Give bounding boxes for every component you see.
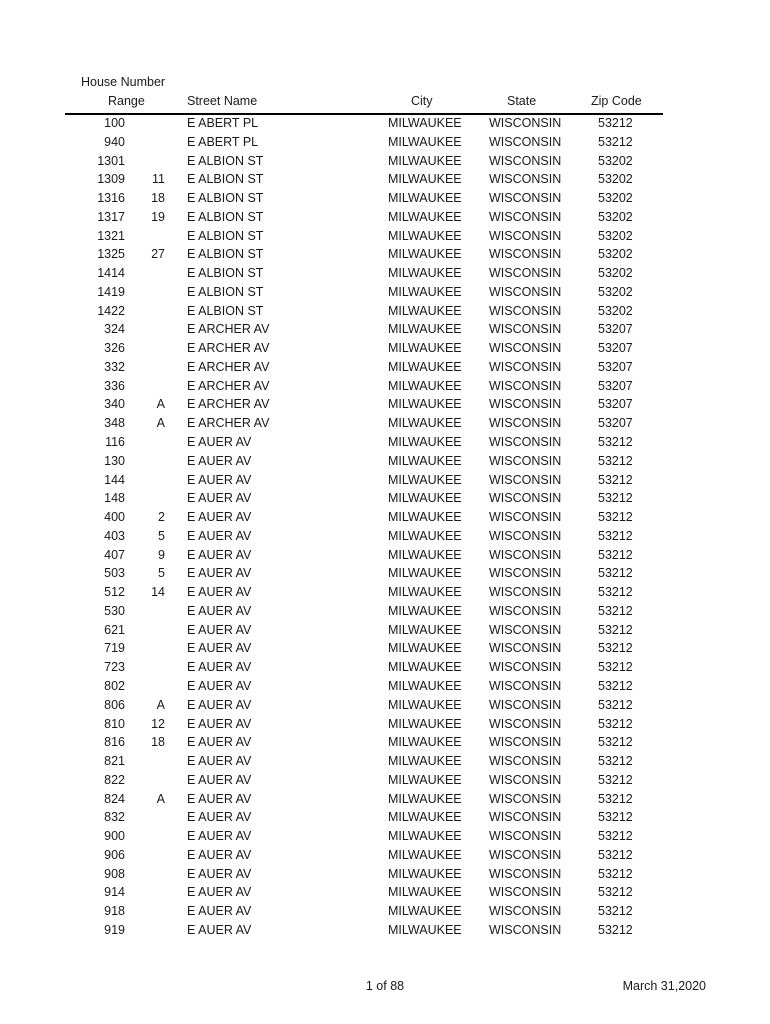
state-cell: WISCONSIN (489, 378, 562, 393)
table-row (65, 245, 663, 264)
house-number-cell: 908 (104, 866, 125, 881)
city-cell: MILWAUKEE (388, 622, 462, 637)
table-row (65, 808, 663, 827)
street-name-cell: E ALBION ST (187, 209, 264, 224)
zip-code-cell: 53212 (598, 622, 633, 637)
house-number-cell: 824 (104, 791, 125, 806)
city-cell: MILWAUKEE (388, 697, 462, 712)
house-number-cell: 1414 (97, 266, 125, 281)
zip-code-cell: 53212 (598, 904, 633, 919)
street-name-cell: E AUER AV (187, 735, 252, 750)
header-range: Range (108, 94, 145, 108)
street-name-cell: E ALBION ST (187, 153, 264, 168)
street-name-cell: E ARCHER AV (187, 378, 270, 393)
zip-code-cell: 53212 (598, 603, 633, 618)
street-name-cell: E AUER AV (187, 716, 252, 731)
house-number-cell: 822 (104, 772, 125, 787)
street-name-cell: E AUER AV (187, 566, 252, 581)
street-name-cell: E AUER AV (187, 754, 252, 769)
state-cell: WISCONSIN (489, 359, 562, 374)
table-row (65, 152, 663, 171)
street-name-cell: E AUER AV (187, 660, 252, 675)
street-name-cell: E ARCHER AV (187, 416, 270, 431)
zip-code-cell: 53212 (598, 847, 633, 862)
city-cell: MILWAUKEE (388, 435, 462, 450)
zip-code-cell: 53212 (598, 885, 633, 900)
table-row (65, 602, 663, 621)
city-cell: MILWAUKEE (388, 228, 462, 243)
state-cell: WISCONSIN (489, 397, 562, 412)
zip-code-cell: 53202 (598, 247, 633, 262)
street-name-cell: E ARCHER AV (187, 322, 270, 337)
house-number-range-end-cell: 19 (151, 209, 165, 224)
table-row (65, 564, 663, 583)
header-street-name: Street Name (187, 94, 258, 108)
street-name-cell: E ALBION ST (187, 266, 264, 281)
table-row (65, 546, 663, 565)
table-row (65, 508, 663, 527)
zip-code-cell: 53202 (598, 303, 633, 318)
state-cell: WISCONSIN (489, 810, 562, 825)
state-cell: WISCONSIN (489, 191, 562, 206)
zip-code-cell: 53212 (598, 116, 633, 130)
house-number-cell: 940 (104, 134, 125, 149)
header-zip-code: Zip Code (591, 94, 642, 108)
zip-code-cell: 53207 (598, 359, 633, 374)
house-number-cell: 530 (104, 603, 125, 618)
zip-code-cell: 53212 (598, 866, 633, 881)
table-row (65, 715, 663, 734)
city-cell: MILWAUKEE (388, 810, 462, 825)
city-cell: MILWAUKEE (388, 678, 462, 693)
table-row (65, 377, 663, 396)
state-cell: WISCONSIN (489, 266, 562, 281)
street-name-cell: E AUER AV (187, 435, 252, 450)
house-number-cell: 336 (104, 378, 125, 393)
zip-code-cell: 53212 (598, 791, 633, 806)
state-cell: WISCONSIN (489, 622, 562, 637)
city-cell: MILWAUKEE (388, 266, 462, 281)
state-cell: WISCONSIN (489, 435, 562, 450)
house-number-range-end-cell: A (156, 416, 165, 431)
table-row (65, 752, 663, 771)
state-cell: WISCONSIN (489, 528, 562, 543)
state-cell: WISCONSIN (489, 228, 562, 243)
state-cell: WISCONSIN (489, 172, 562, 187)
street-name-cell: E AUER AV (187, 678, 252, 693)
zip-code-cell: 53207 (598, 341, 633, 356)
zip-code-cell: 53202 (598, 228, 633, 243)
header-city: City (411, 94, 433, 108)
table-row (65, 414, 663, 433)
zip-code-cell: 53207 (598, 322, 633, 337)
house-number-cell: 1309 (97, 172, 125, 187)
city-cell: MILWAUKEE (388, 904, 462, 919)
state-cell: WISCONSIN (489, 847, 562, 862)
state-cell: WISCONSIN (489, 472, 562, 487)
house-number-cell: 1316 (97, 191, 125, 206)
city-cell: MILWAUKEE (388, 303, 462, 318)
street-name-cell: E AUER AV (187, 603, 252, 618)
city-cell: MILWAUKEE (388, 416, 462, 431)
house-number-range-end-cell: 14 (151, 585, 165, 600)
state-cell: WISCONSIN (489, 772, 562, 787)
zip-code-cell: 53207 (598, 378, 633, 393)
street-name-cell: E AUER AV (187, 922, 252, 937)
city-cell: MILWAUKEE (388, 772, 462, 787)
zip-code-cell: 53212 (598, 829, 633, 844)
house-number-cell: 503 (104, 566, 125, 581)
table-row (65, 302, 663, 321)
state-cell: WISCONSIN (489, 247, 562, 262)
zip-code-cell: 53212 (598, 435, 633, 450)
zip-code-cell: 53212 (598, 810, 633, 825)
street-name-cell: E ABERT PL (187, 134, 259, 149)
house-number-range-end-cell: 2 (158, 510, 165, 525)
street-name-cell: E ARCHER AV (187, 341, 270, 356)
state-cell: WISCONSIN (489, 603, 562, 618)
house-number-cell: 918 (104, 904, 125, 919)
zip-code-cell: 53212 (598, 641, 633, 656)
table-row (65, 883, 663, 902)
house-number-cell: 324 (104, 322, 125, 337)
street-name-cell: E AUER AV (187, 622, 252, 637)
city-cell: MILWAUKEE (388, 172, 462, 187)
zip-code-cell: 53212 (598, 510, 633, 525)
table-row (65, 395, 663, 414)
state-cell: WISCONSIN (489, 904, 562, 919)
table-row (65, 621, 663, 640)
house-number-range-end-cell: 5 (158, 566, 165, 581)
table-row (65, 921, 663, 940)
state-cell: WISCONSIN (489, 116, 562, 130)
city-cell: MILWAUKEE (388, 491, 462, 506)
city-cell: MILWAUKEE (388, 716, 462, 731)
state-cell: WISCONSIN (489, 697, 562, 712)
table-row (65, 527, 663, 546)
zip-code-cell: 53212 (598, 134, 633, 149)
city-cell: MILWAUKEE (388, 341, 462, 356)
street-name-cell: E AUER AV (187, 510, 252, 525)
table-row (65, 696, 663, 715)
street-name-cell: E ALBION ST (187, 303, 264, 318)
house-number-cell: 906 (104, 847, 125, 862)
city-cell: MILWAUKEE (388, 378, 462, 393)
zip-code-cell: 53212 (598, 697, 633, 712)
house-number-cell: 832 (104, 810, 125, 825)
state-cell: WISCONSIN (489, 491, 562, 506)
city-cell: MILWAUKEE (388, 603, 462, 618)
state-cell: WISCONSIN (489, 341, 562, 356)
city-cell: MILWAUKEE (388, 472, 462, 487)
house-number-cell: 348 (104, 416, 125, 431)
table-row (65, 433, 663, 452)
city-cell: MILWAUKEE (388, 322, 462, 337)
city-cell: MILWAUKEE (388, 829, 462, 844)
house-number-cell: 821 (104, 754, 125, 769)
table-row (65, 865, 663, 884)
zip-code-cell: 53207 (598, 416, 633, 431)
street-name-cell: E AUER AV (187, 847, 252, 862)
city-cell: MILWAUKEE (388, 547, 462, 562)
house-number-cell: 407 (104, 547, 125, 562)
zip-code-cell: 53212 (598, 735, 633, 750)
street-name-cell: E AUER AV (187, 472, 252, 487)
zip-code-cell: 53212 (598, 660, 633, 675)
street-name-cell: E ARCHER AV (187, 397, 270, 412)
house-number-cell: 914 (104, 885, 125, 900)
state-cell: WISCONSIN (489, 510, 562, 525)
house-number-cell: 148 (104, 491, 125, 506)
zip-code-cell: 53202 (598, 172, 633, 187)
state-cell: WISCONSIN (489, 153, 562, 168)
state-cell: WISCONSIN (489, 284, 562, 299)
street-name-cell: E AUER AV (187, 829, 252, 844)
street-name-cell: E ALBION ST (187, 191, 264, 206)
state-cell: WISCONSIN (489, 134, 562, 149)
state-cell: WISCONSIN (489, 791, 562, 806)
street-name-cell: E ALBION ST (187, 247, 264, 262)
table-row (65, 283, 663, 302)
house-number-range-end-cell: A (156, 397, 165, 412)
house-number-range-end-cell: A (156, 791, 165, 806)
table-row (65, 320, 663, 339)
table-row (65, 208, 663, 227)
street-name-cell: E AUER AV (187, 904, 252, 919)
house-number-cell: 332 (104, 359, 125, 374)
house-number-cell: 810 (104, 716, 125, 731)
city-cell: MILWAUKEE (388, 116, 462, 130)
table-row (65, 902, 663, 921)
house-number-cell: 900 (104, 829, 125, 844)
state-cell: WISCONSIN (489, 829, 562, 844)
street-name-cell: E AUER AV (187, 772, 252, 787)
city-cell: MILWAUKEE (388, 847, 462, 862)
street-name-cell: E AUER AV (187, 791, 252, 806)
house-number-cell: 512 (104, 585, 125, 600)
city-cell: MILWAUKEE (388, 153, 462, 168)
table-row (65, 489, 663, 508)
house-number-cell: 621 (104, 622, 125, 637)
state-cell: WISCONSIN (489, 322, 562, 337)
zip-code-cell: 53202 (598, 266, 633, 281)
table-row (65, 170, 663, 189)
table-row (65, 339, 663, 358)
house-number-cell: 130 (104, 453, 125, 468)
header-house-number: House Number (81, 75, 166, 89)
table-row (65, 658, 663, 677)
state-cell: WISCONSIN (489, 303, 562, 318)
city-cell: MILWAUKEE (388, 585, 462, 600)
zip-code-cell: 53212 (598, 491, 633, 506)
city-cell: MILWAUKEE (388, 191, 462, 206)
state-cell: WISCONSIN (489, 453, 562, 468)
street-name-cell: E AUER AV (187, 491, 252, 506)
table-row (65, 846, 663, 865)
report-date: March 31,2020 (622, 979, 706, 993)
zip-code-cell: 53212 (598, 678, 633, 693)
zip-code-cell: 53212 (598, 716, 633, 731)
table-row (65, 227, 663, 246)
page-number: 1 of 88 (365, 979, 405, 993)
house-number-cell: 144 (104, 472, 125, 487)
table-row (65, 114, 663, 133)
table-row (65, 133, 663, 152)
header-state: State (507, 94, 537, 108)
house-number-cell: 403 (104, 528, 125, 543)
house-number-cell: 1325 (97, 247, 125, 262)
table-row (65, 471, 663, 490)
street-name-cell: E ALBION ST (187, 284, 264, 299)
house-number-cell: 1301 (97, 153, 125, 168)
house-number-cell: 1422 (97, 303, 125, 318)
zip-code-cell: 53212 (598, 772, 633, 787)
table-row (65, 639, 663, 658)
state-cell: WISCONSIN (489, 735, 562, 750)
city-cell: MILWAUKEE (388, 735, 462, 750)
city-cell: MILWAUKEE (388, 922, 462, 937)
street-name-cell: E AUER AV (187, 866, 252, 881)
house-number-range-end-cell: 18 (151, 191, 165, 206)
street-name-cell: E AUER AV (187, 585, 252, 600)
zip-code-cell: 53212 (598, 566, 633, 581)
state-cell: WISCONSIN (489, 585, 562, 600)
city-cell: MILWAUKEE (388, 284, 462, 299)
street-name-cell: E ALBION ST (187, 228, 264, 243)
city-cell: MILWAUKEE (388, 247, 462, 262)
state-cell: WISCONSIN (489, 885, 562, 900)
table-row (65, 264, 663, 283)
house-number-cell: 1317 (97, 209, 125, 224)
zip-code-cell: 53202 (598, 209, 633, 224)
city-cell: MILWAUKEE (388, 453, 462, 468)
house-number-cell: 400 (104, 510, 125, 525)
state-cell: WISCONSIN (489, 866, 562, 881)
state-cell: WISCONSIN (489, 922, 562, 937)
table-row (65, 358, 663, 377)
table-row (65, 790, 663, 809)
city-cell: MILWAUKEE (388, 641, 462, 656)
city-cell: MILWAUKEE (388, 510, 462, 525)
zip-code-cell: 53212 (598, 585, 633, 600)
house-number-cell: 340 (104, 397, 125, 412)
state-cell: WISCONSIN (489, 416, 562, 431)
house-number-cell: 802 (104, 678, 125, 693)
city-cell: MILWAUKEE (388, 791, 462, 806)
zip-code-cell: 53212 (598, 472, 633, 487)
house-number-cell: 816 (104, 735, 125, 750)
house-number-cell: 806 (104, 697, 125, 712)
zip-code-cell: 53212 (598, 453, 633, 468)
city-cell: MILWAUKEE (388, 566, 462, 581)
city-cell: MILWAUKEE (388, 359, 462, 374)
zip-code-cell: 53212 (598, 922, 633, 937)
table-header (65, 73, 663, 115)
street-name-cell: E AUER AV (187, 810, 252, 825)
house-number-cell: 919 (104, 922, 125, 937)
house-number-cell: 100 (104, 116, 125, 130)
state-cell: WISCONSIN (489, 209, 562, 224)
state-cell: WISCONSIN (489, 716, 562, 731)
city-cell: MILWAUKEE (388, 528, 462, 543)
house-number-cell: 723 (104, 660, 125, 675)
street-name-cell: E ARCHER AV (187, 359, 270, 374)
house-number-cell: 1321 (97, 228, 125, 243)
street-name-cell: E AUER AV (187, 453, 252, 468)
state-cell: WISCONSIN (489, 660, 562, 675)
state-cell: WISCONSIN (489, 678, 562, 693)
zip-code-cell: 53202 (598, 153, 633, 168)
table-row (65, 771, 663, 790)
zip-code-cell: 53207 (598, 397, 633, 412)
table-row (65, 583, 663, 602)
table-row (65, 189, 663, 208)
street-name-cell: E AUER AV (187, 697, 252, 712)
zip-code-cell: 53212 (598, 528, 633, 543)
house-number-cell: 116 (105, 435, 125, 450)
city-cell: MILWAUKEE (388, 397, 462, 412)
house-number-cell: 719 (104, 641, 125, 656)
state-cell: WISCONSIN (489, 641, 562, 656)
street-name-cell: E AUER AV (187, 885, 252, 900)
state-cell: WISCONSIN (489, 754, 562, 769)
house-number-range-end-cell: 9 (158, 547, 165, 562)
address-table-body (65, 114, 663, 940)
house-number-range-end-cell: 27 (151, 247, 165, 262)
city-cell: MILWAUKEE (388, 754, 462, 769)
street-name-cell: E AUER AV (187, 641, 252, 656)
house-number-range-end-cell: 5 (158, 528, 165, 543)
street-name-cell: E AUER AV (187, 528, 252, 543)
table-row (65, 733, 663, 752)
house-number-cell: 1419 (97, 284, 125, 299)
zip-code-cell: 53202 (598, 284, 633, 299)
city-cell: MILWAUKEE (388, 209, 462, 224)
city-cell: MILWAUKEE (388, 134, 462, 149)
city-cell: MILWAUKEE (388, 885, 462, 900)
house-number-range-end-cell: 18 (151, 735, 165, 750)
house-number-range-end-cell: A (156, 697, 165, 712)
house-number-range-end-cell: 11 (152, 172, 165, 187)
street-name-cell: E ABERT PL (187, 116, 259, 130)
house-number-cell: 326 (104, 341, 125, 356)
zip-code-cell: 53212 (598, 754, 633, 769)
street-name-cell: E AUER AV (187, 547, 252, 562)
zip-code-cell: 53212 (598, 547, 633, 562)
table-row (65, 452, 663, 471)
city-cell: MILWAUKEE (388, 866, 462, 881)
street-name-cell: E ALBION ST (187, 172, 264, 187)
state-cell: WISCONSIN (489, 547, 562, 562)
table-row (65, 827, 663, 846)
table-row (65, 677, 663, 696)
zip-code-cell: 53202 (598, 191, 633, 206)
city-cell: MILWAUKEE (388, 660, 462, 675)
house-number-range-end-cell: 12 (151, 716, 165, 731)
state-cell: WISCONSIN (489, 566, 562, 581)
